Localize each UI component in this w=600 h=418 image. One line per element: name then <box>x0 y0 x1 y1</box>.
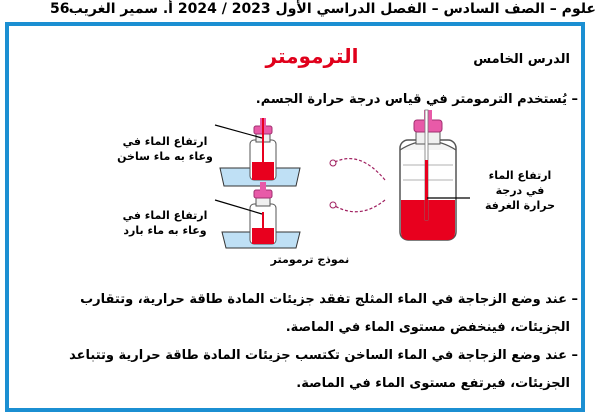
lesson-label: الدرس الخامس <box>473 52 570 67</box>
lesson-title: الترمومتر <box>265 44 359 68</box>
page-number: 56 <box>50 1 70 17</box>
hot-water-label: ارتفاع الماء في وعاء به ماء ساخن <box>117 135 213 163</box>
room-temp-label: ارتفاع الماء في درجة حرارة الغرفة <box>484 169 556 212</box>
bullet-1: – يُستخدم الترمومتر في قياس درجة حرارة الجسم. <box>255 92 578 107</box>
room-bottle <box>400 110 456 240</box>
bullet-3-line-1: – عند وضع الزجاجة في الماء الساخن تكتسب جزيئات المادة طاقة حرارية وتتباعد <box>69 348 578 363</box>
bullet-2-line-2: الجزيئات، فينخفض مستوى الماء في الماصة. <box>285 320 570 335</box>
bullet-2-line-1: – عند وضع الزجاجة في الماء المثلج تفقد جزيئات المادة طاقة حرارية، وتتقارب <box>80 292 578 307</box>
bullet-3-line-2: الجزيئات، فيرتفع مستوى الماء في الماصة. <box>296 376 570 391</box>
diagram-caption: نموذج ترمومتر <box>270 253 350 266</box>
header-title: علوم – الصف السادس – الفصل الدراسي الأول 2023 / 2024 أ. سمير الغريب <box>68 1 596 17</box>
cold-water-label: ارتفاع الماء في وعاء به ماء بارد <box>122 209 208 237</box>
